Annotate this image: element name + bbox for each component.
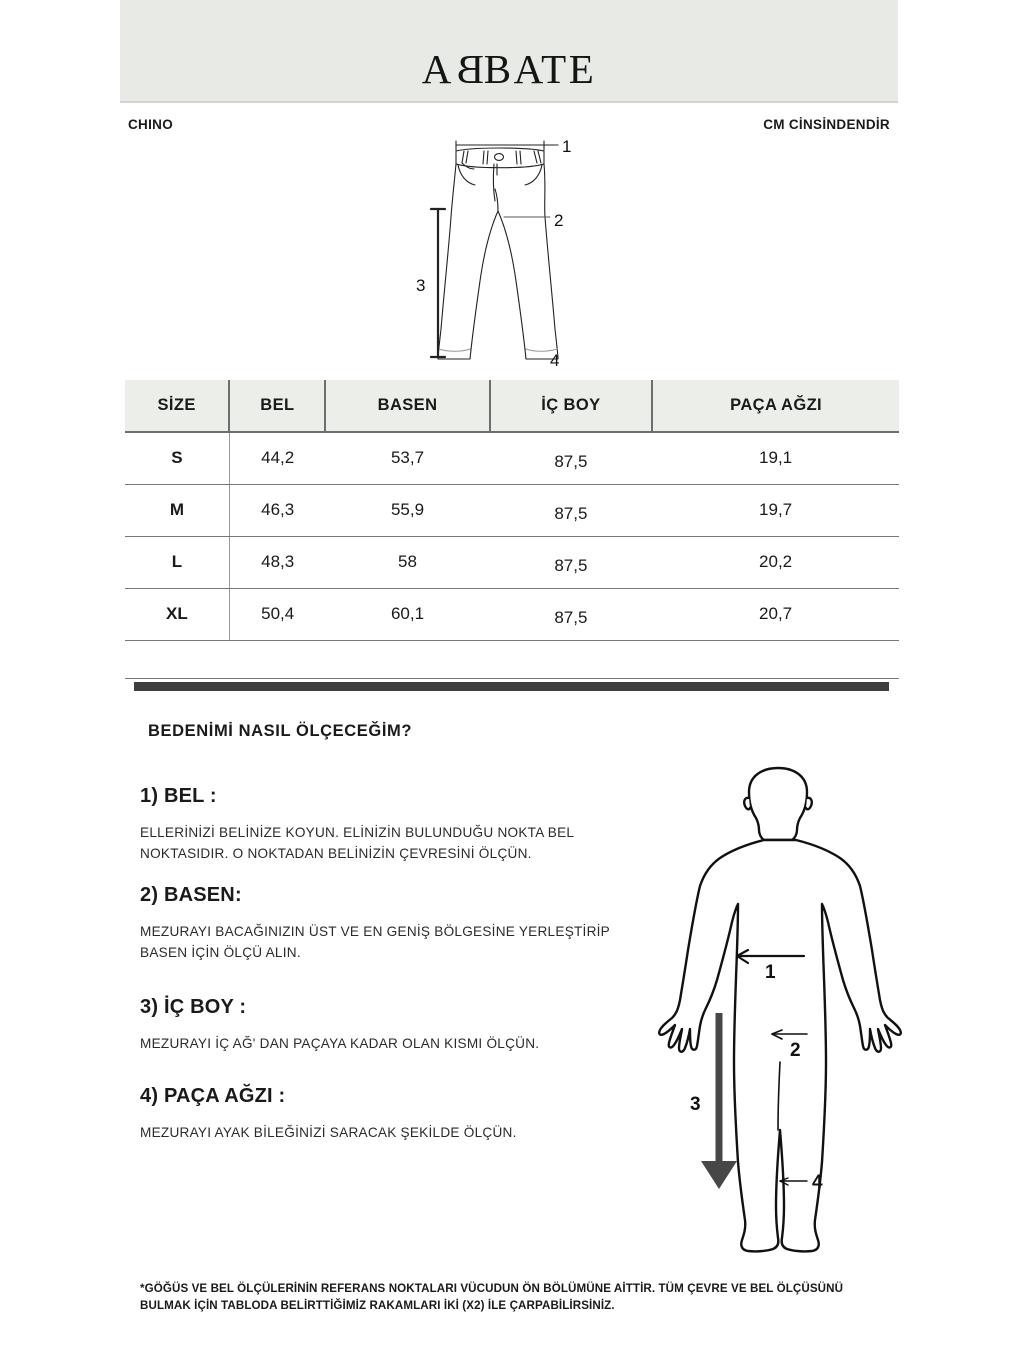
column-header-ic-boy: İÇ BOY <box>490 380 653 432</box>
footer-disclaimer <box>140 1280 892 1314</box>
step-heading-basen: 2) BASEN: <box>140 884 242 906</box>
body-marker-4: 4 <box>812 1172 823 1193</box>
cell-empty <box>652 640 899 678</box>
cell-paca-agzi: 20,2 <box>652 536 899 588</box>
table-row <box>125 536 899 588</box>
step-heading-ic-boy: 3) İÇ BOY : <box>140 996 247 1018</box>
unit-note-label: CM CİNSİNDENDİR <box>763 117 890 132</box>
logo-letter-a: A <box>421 45 454 92</box>
cell-paca-agzi: 19,1 <box>652 432 899 484</box>
size-table <box>125 380 899 679</box>
product-category-label: CHINO <box>128 117 173 132</box>
measure-step-basen <box>140 884 650 963</box>
pants-marker-3: 3 <box>416 276 426 295</box>
column-header-bel: BEL <box>229 380 325 432</box>
cell-ic-boy: 87,5 <box>490 592 653 644</box>
cell-paca-agzi: 20,7 <box>652 588 899 640</box>
cell-basen: 55,9 <box>325 484 489 536</box>
section-divider-bar <box>134 682 889 691</box>
cell-bel: 46,3 <box>229 484 325 536</box>
table-row <box>125 588 899 640</box>
cell-ic-boy: 87,5 <box>490 488 653 540</box>
cell-empty <box>229 640 325 678</box>
measure-step-ic-boy <box>140 996 650 1054</box>
cell-size: M <box>125 484 229 536</box>
cell-bel: 50,4 <box>229 588 325 640</box>
table-row <box>125 432 899 484</box>
arrow-inseam-head <box>701 1161 737 1189</box>
table-header-row <box>125 380 899 432</box>
cell-basen: 58 <box>325 536 489 588</box>
body-marker-2: 2 <box>790 1040 801 1061</box>
step-body-basen: MEZURAYI BACAĞINIZIN ÜST VE EN GENİŞ BÖLGESİNE YERLEŞTİRİP BASEN İÇİN ÖLÇÜ ALIN. <box>140 924 610 961</box>
step-body-paca-agzi: MEZURAYI AYAK BİLEĞİNİZİ SARACAK ŞEKİLDE ÖLÇÜN. <box>140 1125 517 1140</box>
meta-row <box>128 117 890 132</box>
step-heading-paca-agzi: 4) PAÇA AĞZI : <box>140 1085 286 1107</box>
pants-marker-2: 2 <box>554 211 564 230</box>
cell-paca-agzi: 19,7 <box>652 484 899 536</box>
table-row-empty <box>125 640 899 678</box>
brand-logo <box>120 0 898 103</box>
body-marker-1: 1 <box>765 962 776 983</box>
logo-letter-mirrored-b: B <box>453 45 484 92</box>
pants-marker-1: 1 <box>562 137 572 156</box>
measure-step-paca-agzi <box>140 1085 650 1143</box>
body-measurement-diagram <box>652 762 907 1262</box>
step-body-ic-boy: MEZURAYI İÇ AĞ' DAN PAÇAYA KADAR OLAN KISMI ÖLÇÜN. <box>140 1036 540 1051</box>
logo-letters-rest: BATE <box>483 45 597 92</box>
cell-size: L <box>125 536 229 588</box>
table-row <box>125 484 899 536</box>
cell-size: S <box>125 432 229 484</box>
size-table-header <box>125 380 899 432</box>
step-heading-bel: 1) BEL : <box>140 785 217 807</box>
size-table-body <box>125 432 899 678</box>
cell-basen: 53,7 <box>325 432 489 484</box>
pants-technical-drawing <box>398 133 608 378</box>
cell-size: XL <box>125 588 229 640</box>
footer-line-2: BULMAK İÇİN TABLODA BELİRTTİĞİMİZ RAKAMLARI İKİ (X2) İLE ÇARPABİLİRSİNİZ. <box>140 1299 615 1313</box>
howto-section-title: BEDENİMİ NASIL ÖLÇECEĞİM? <box>148 722 413 740</box>
cell-empty <box>125 640 229 678</box>
cell-bel: 44,2 <box>229 432 325 484</box>
cell-bel: 48,3 <box>229 536 325 588</box>
measure-step-bel <box>140 785 650 864</box>
cell-basen: 60,1 <box>325 588 489 640</box>
column-header-size: SİZE <box>125 380 229 432</box>
cell-empty <box>490 640 653 678</box>
cell-ic-boy: 87,5 <box>490 436 653 488</box>
body-marker-3: 3 <box>690 1094 701 1115</box>
column-header-basen: BASEN <box>325 380 489 432</box>
cell-ic-boy: 87,5 <box>490 540 653 592</box>
footer-line-1: *GÖĞÜS VE BEL ÖLÇÜLERİNİN REFERANS NOKTALARI VÜCUDUN ÖN BÖLÜMÜNE AİTTİR. TÜM ÇEVRE VE BEL ÖLÇÜSÜNÜ <box>140 1282 844 1295</box>
step-body-bel: ELLERİNİZİ BELİNİZE KOYUN. ELİNİZİN BULUNDUĞU NOKTA BEL NOKTASIDIR. O NOKTADAN BELİNİZİN ÇEVRESİNİ ÖLÇÜN. <box>140 825 574 862</box>
header-band <box>120 0 898 103</box>
cell-empty <box>325 640 489 678</box>
column-header-paca-agzi: PAÇA AĞZI <box>652 380 899 432</box>
pants-marker-4: 4 <box>550 351 560 370</box>
